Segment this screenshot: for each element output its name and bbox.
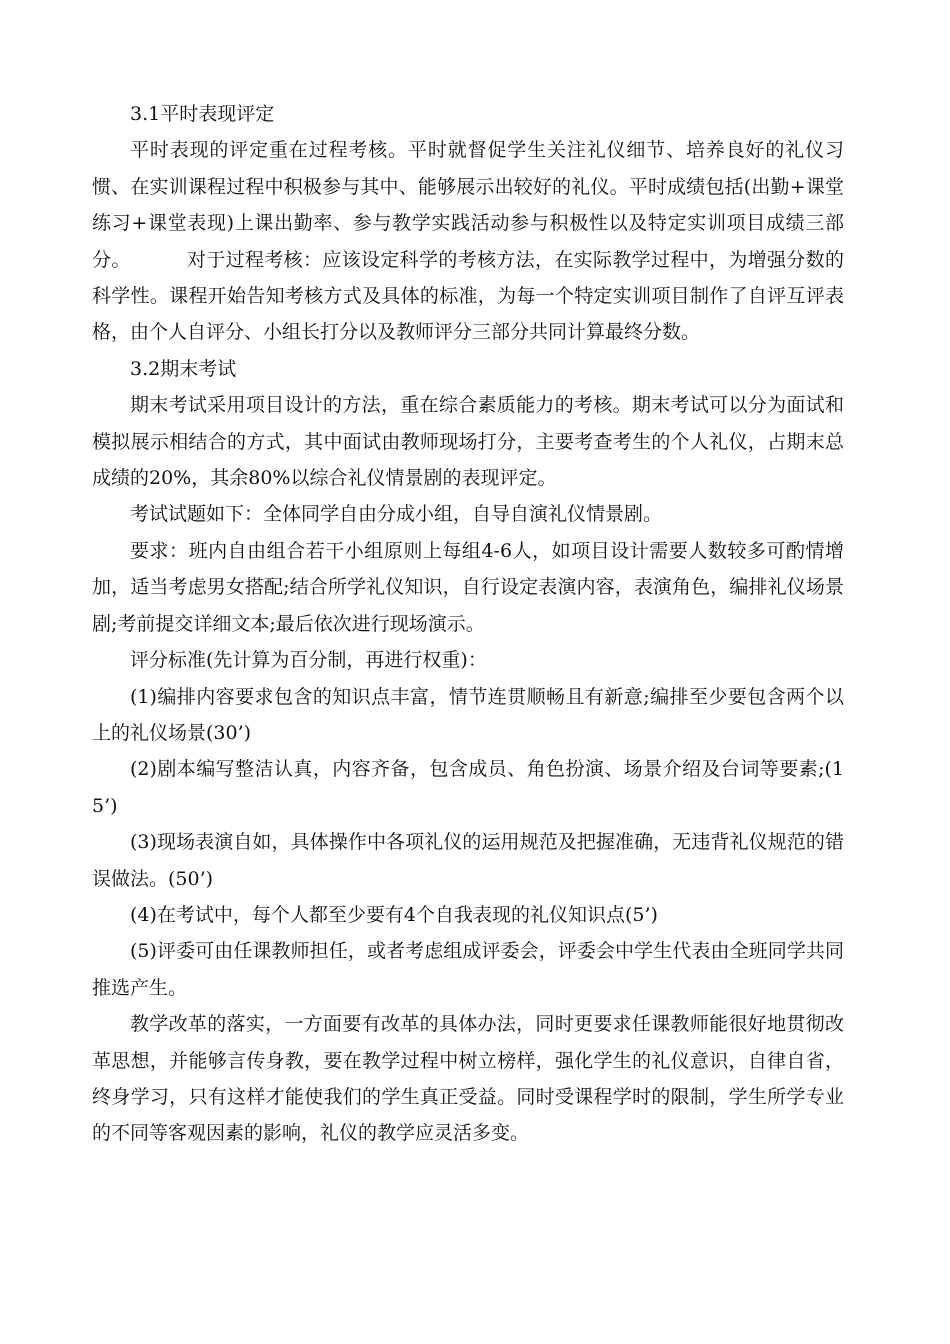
paragraph-daily-performance — [92, 132, 844, 350]
paragraph-requirements: 要求：班内自由组合若干小组原则上每组4-6人，如项目设计需要人数较多可酌情增加，适当考虑男女搭配;结合所学礼仪知识，自行设定表演内容，表演角色，编排礼仪场景剧;考前提交详细文本;最后依次进行现场演示。 — [92, 539, 844, 635]
criterion-item-3: (3)现场表演自如，具体操作中各项礼仪的运用规范及把握准确，无违背礼仪规范的错误做法。(50’) — [92, 831, 844, 890]
criterion-item-5: (5)评委可由任课教师担任，或者考虑组成评委会，评委会中学生代表由全班同学共同推选产生。 — [92, 940, 844, 999]
paragraph-scoring-standard: 评分标准(先计算为百分制，再进行权重)： — [130, 649, 487, 672]
criterion-item-1: (1)编排内容要求包含的知识点丰富，情节连贯顺畅且有新意;编排至少要包含两个以上的礼仪场景(30’) — [92, 685, 844, 744]
paragraph-final-exam: 期末考试采用项目设计的方法，重在综合素质能力的考核。期末考试可以分为面试和模拟展示相结合的方式，其中面试由教师现场打分，主要考查考生的个人礼仪，占期末总成绩的20%，其余80%以综合礼仪情景剧的表现评定。 — [92, 394, 844, 490]
paragraph-daily-performance-part1: 平时表现的评定重在过程考核。平时就督促学生关注礼仪细节、培养良好的礼仪习惯、在实训课程过程中积极参与其中、能够展示出较好的礼仪。平时成绩包括(出勤+课堂练习+课堂表现)上课出勤率、参与教学实践活动参与积极性以及特定实训项目成绩三部分。 — [92, 139, 844, 271]
section-heading-3-1: 3.1平时表现评定 — [130, 103, 275, 125]
criterion-item-4: (4)在考试中，每个人都至少要有4个自我表现的礼仪知识点(5’) — [130, 903, 658, 926]
paragraph-closing: 教学改革的落实，一方面要有改革的具体办法，同时更要求任课教师能很好地贯彻改革思想，并能够言传身教，要在教学过程中树立榜样，强化学生的礼仪意识，自律自省，终身学习，只有这样才能使我们的学生真正受益。同时受课程学时的限制，学生所学专业的不同等客观因素的影响，礼仪的教学应灵活多变。 — [92, 1013, 844, 1145]
section-heading-3-2: 3.2期末考试 — [130, 357, 237, 380]
criterion-item-2: (2)剧本编写整洁认真，内容齐备，包含成员、角色扮演、场景介绍及台词等要素;(15’) — [92, 758, 844, 817]
document-page — [92, 96, 844, 1152]
paragraph-daily-performance-part2: 对于过程考核：应该设定科学的考核方法，在实际教学过程中，为增强分数的科学性。课程开始告知考核方式及具体的标准，为每一个特定实训项目制作了自评互评表格，由个人自评分、小组长打分以及教师评分三部分共同计算最终分数。 — [92, 248, 844, 344]
paragraph-exam-question: 考试试题如下：全体同学自由分成小组，自导自演礼仪情景剧。 — [130, 503, 663, 526]
